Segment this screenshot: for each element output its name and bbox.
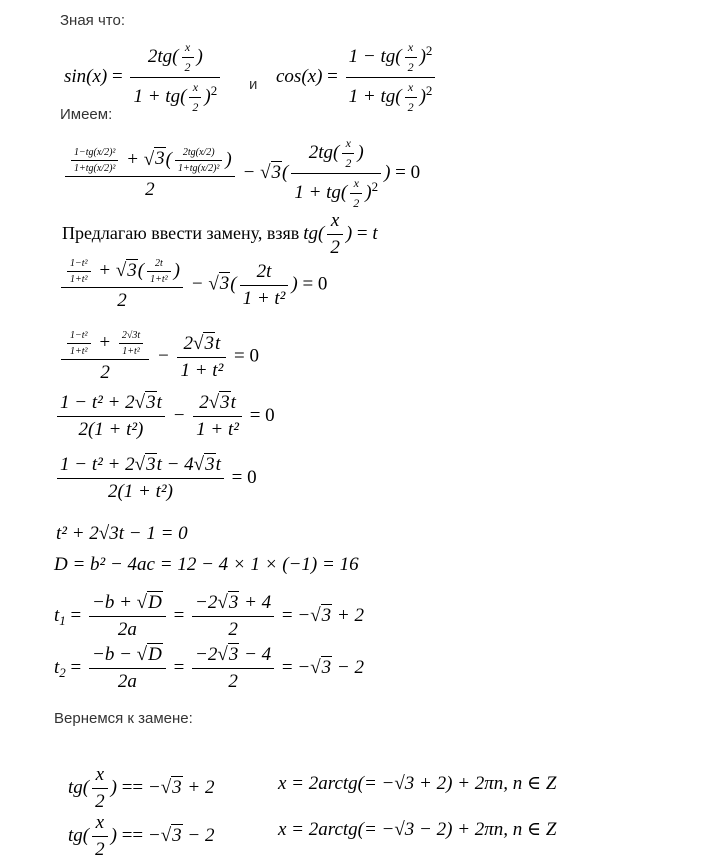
substitution-line: Предлагаю ввести замену, взяв tg( $\frac{x}{2}$ ) = t xyxy=(62,210,378,258)
sin-identity: sin(x) = 2tg( $\frac{x}{2}$ ) 1 + tg( $\frac{x}{2}$ )$^2$ xyxy=(64,40,223,115)
cos-identity: cos(x) = 1 − tg( $\frac{x}{2}$ )$^2$ 1 + tg( $\frac{x}{2}$ )$^2$ xyxy=(276,40,438,115)
intro-text: Зная что: xyxy=(60,12,126,29)
root-t1: $t_1$ = $\frac{-b + √D}{2a}$ = $\frac{-2√3 + 4}{2}$ = −√3 + 2 xyxy=(54,592,364,640)
equation-t-2: $\frac{\text{1−t²}}{\text{1+t²}}$ + $\frac{2√3t}{\text{1+t²}}$ 2 − $\frac{2√3t}{\text{1 + t²}}$ = 0 xyxy=(58,330,259,384)
discriminant-line: D = b² − 4ac = 12 − 4 × 1 × (−1) = 16 xyxy=(54,554,359,575)
return-text: Вернемся к замене: xyxy=(54,710,193,727)
back-sub-2: tg( $\frac{x}{2}$ ) == −√3 − 2 xyxy=(68,812,215,860)
quadratic-equation: t² + 2√3t − 1 = 0 xyxy=(56,523,188,544)
equation-t-4: $\frac{\text{1 − t² + 2√3t − 4√3t}}{\text{2(1 + t²)}}$ = 0 xyxy=(54,454,257,503)
answer-1: x = 2arctg(= −√3 + 2) + 2πn, n ∈ Z xyxy=(278,773,557,794)
back-sub-1: tg( $\frac{x}{2}$ ) == −√3 + 2 xyxy=(68,764,215,812)
main-equation: $\frac{\text{1−tg(x/2)²}}{\text{1+tg(x/2)²}}$ + √3( $\frac{2tg(x/2)}{\text{1+tg(x/2)²}}$ ) 2 − √3( 2tg( $\frac{x}{2}$ ) 1 + tg( $\frac{x}{2}$ )$^2$ ) = 0 xyxy=(62,136,420,211)
and-word: и xyxy=(249,76,258,93)
root-t2: $t_2$ = $\frac{-b - √D}{2a}$ = $\frac{-2√3 - 4}{2}$ = −√3 − 2 xyxy=(54,644,364,692)
substitution-text: Предлагаю ввести замену, взяв xyxy=(62,222,300,243)
answer-2: x = 2arctg(= −√3 − 2) + 2πn, n ∈ Z xyxy=(278,819,557,840)
equation-t-1: $\frac{\text{1−t²}}{\text{1+t²}}$ + √3( $\frac{2t}{\text{1+t²}}$ ) 2 − √3( $\frac{2t}{\text{1 + t²}}$ ) = 0 xyxy=(58,258,327,312)
equation-t-3: $\frac{\text{1 − t² + 2√3t}}{\text{2(1 + t²)}}$ − $\frac{2√3t}{\text{1 + t²}}$ = 0 xyxy=(54,392,275,441)
have-text: Имеем: xyxy=(60,106,113,123)
